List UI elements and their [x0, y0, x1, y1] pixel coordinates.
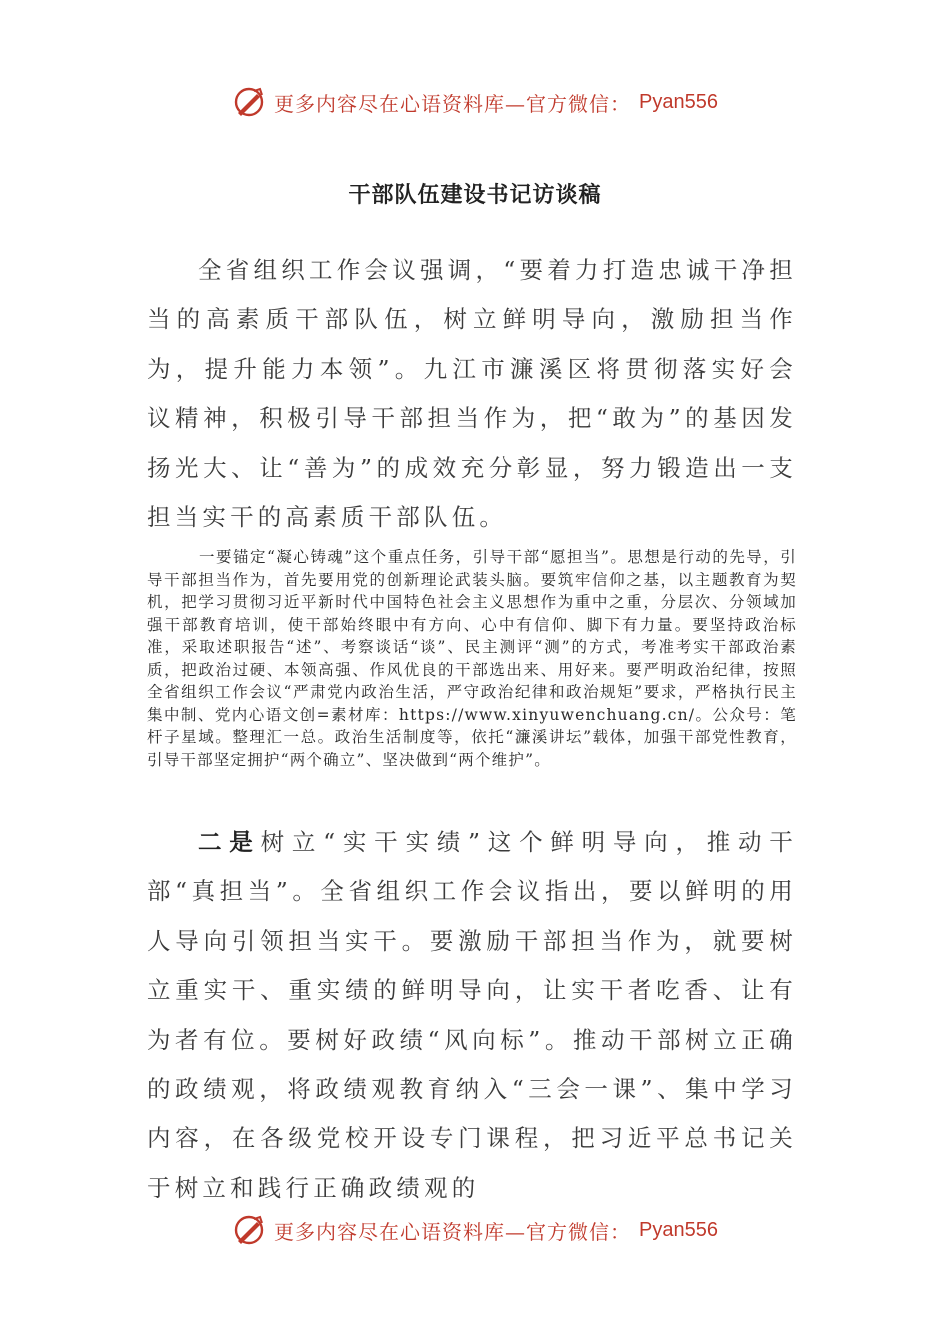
- paragraph-point-two-lead: 二是: [198, 828, 261, 856]
- watermark-text: 更多内容尽在心语资料库—官方微信：: [274, 1219, 632, 1244]
- header-watermark: [0, 82, 950, 122]
- paragraph-intro: 全省组织工作会议强调，“要着力打造忠诚干净担当的高素质干部队伍，树立鲜明导向，激励担当作为，提升能力本领”。九江市濂溪区将贯彻落实好会议精神，积极引导干部担当作为，把“敢为”的基因发扬光大、让“善为”的成效充分彰显，努力锻造出一支担当实干的高素质干部队伍。: [147, 256, 797, 532]
- paragraph-point-two: [147, 818, 797, 1213]
- watermark-handle: Pyan556: [639, 1218, 718, 1241]
- pen-logo-icon: [232, 1213, 266, 1247]
- watermark-text: 更多内容尽在心语资料库—官方微信：: [274, 91, 632, 116]
- document-title: 干部队伍建设书记访谈稿: [348, 182, 602, 208]
- footer-watermark: [0, 1210, 950, 1250]
- paragraph-point-one: 一要锚定“凝心铸魂”这个重点任务，引导干部“愿担当”。思想是行动的先导，引导干部担当作为，首先要用党的创新理论武装头脑。要筑牢信仰之基，以主题教育为契机，把学习贯彻习近平新时代中国特色社会主义思想作为重中之重，分层次、分领域加强干部教育培训，使干部始终眼中有方向、心中有信仰、脚下有力量。要坚持政治标准，采取述职报告“述”、考察谈话“谈”、民主测评“测”的方式，考准考实干部政治素质，把政治过硬、本领高强、作风优良的干部选出来、用好来。要严明政治纪律，按照全省组织工作会议“严肃党内政治生活，严守政治纪律和政治规矩”要求，严格执行民主集中制、党内心语文创=素材库：https://www.xinyuwenchuang.cn/。公众号：笔杆子星域。整理汇一总。政治生活制度等，依托“濂溪讲坛”载体，加强干部党性教育，引导干部坚定拥护“两个确立”、坚决做到“两个维护”。: [147, 548, 797, 769]
- watermark-handle: Pyan556: [639, 90, 718, 113]
- pen-logo-icon: [232, 85, 266, 119]
- paragraph-point-two-body: 树立“实干实绩”这个鲜明导向，推动干部“真担当”。全省组织工作会议指出，要以鲜明的用人导向引领担当实干。要激励干部担当作为，就要树立重实干、重实绩的鲜明导向，让实干者吃香、让有为者有位。要树好政绩“风向标”。推动干部树立正确的政绩观，将政绩观教育纳入“三会一课”、集中学习内容，在各级党校开设专门课程，把习近平总书记关于树立和践行正确政绩观的: [147, 828, 797, 1202]
